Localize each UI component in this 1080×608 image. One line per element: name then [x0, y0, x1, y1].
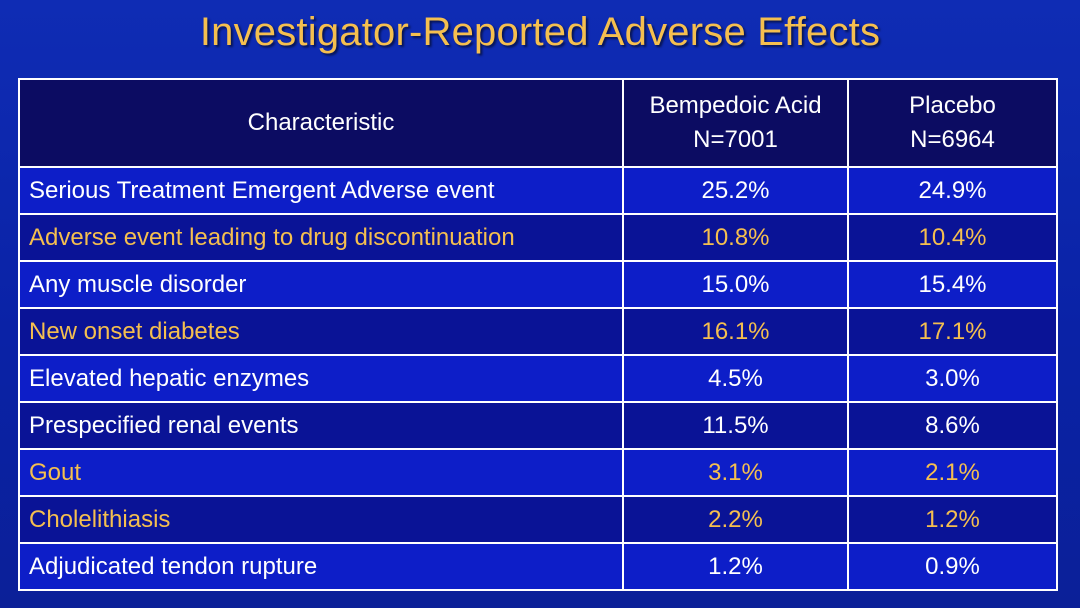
- row-bempedoic-value: 2.2%: [623, 496, 848, 543]
- row-bempedoic-value: 25.2%: [623, 167, 848, 214]
- row-placebo-value: 1.2%: [848, 496, 1057, 543]
- row-placebo-value: 17.1%: [848, 308, 1057, 355]
- table-row: [19, 167, 1057, 214]
- table-row: [19, 214, 1057, 261]
- table-row: [19, 496, 1057, 543]
- row-label: Cholelithiasis: [19, 496, 623, 543]
- table-row: [19, 543, 1057, 590]
- table-row: [19, 355, 1057, 402]
- row-label: Serious Treatment Emergent Adverse event: [19, 167, 623, 214]
- row-label: New onset diabetes: [19, 308, 623, 355]
- row-label: Elevated hepatic enzymes: [19, 355, 623, 402]
- adverse-effects-table: [18, 78, 1058, 591]
- header-bempedoic-n: N=7001: [693, 126, 778, 153]
- header-bempedoic-acid: [623, 79, 848, 167]
- header-characteristic: Characteristic: [19, 79, 623, 167]
- header-bempedoic-name: Bempedoic Acid: [649, 92, 822, 119]
- table-header-row: [19, 79, 1057, 167]
- table-row: [19, 402, 1057, 449]
- slide-title: Investigator-Reported Adverse Effects: [199, 10, 881, 54]
- row-bempedoic-value: 1.2%: [623, 543, 848, 590]
- header-placebo: [848, 79, 1057, 167]
- table-row: [19, 308, 1057, 355]
- row-label: Gout: [19, 449, 623, 496]
- row-placebo-value: 0.9%: [848, 543, 1057, 590]
- row-label: Adverse event leading to drug discontinuation: [19, 214, 623, 261]
- row-bempedoic-value: 11.5%: [623, 402, 848, 449]
- table-row: [19, 449, 1057, 496]
- row-placebo-value: 2.1%: [848, 449, 1057, 496]
- row-placebo-value: 8.6%: [848, 402, 1057, 449]
- row-label: Prespecified renal events: [19, 402, 623, 449]
- row-placebo-value: 3.0%: [848, 355, 1057, 402]
- row-bempedoic-value: 15.0%: [623, 261, 848, 308]
- table-row: [19, 261, 1057, 308]
- header-placebo-name: Placebo: [909, 92, 996, 119]
- row-bempedoic-value: 3.1%: [623, 449, 848, 496]
- row-bempedoic-value: 16.1%: [623, 308, 848, 355]
- row-bempedoic-value: 10.8%: [623, 214, 848, 261]
- row-label: Any muscle disorder: [19, 261, 623, 308]
- row-label: Adjudicated tendon rupture: [19, 543, 623, 590]
- header-placebo-n: N=6964: [910, 126, 995, 153]
- row-bempedoic-value: 4.5%: [623, 355, 848, 402]
- row-placebo-value: 15.4%: [848, 261, 1057, 308]
- row-placebo-value: 10.4%: [848, 214, 1057, 261]
- row-placebo-value: 24.9%: [848, 167, 1057, 214]
